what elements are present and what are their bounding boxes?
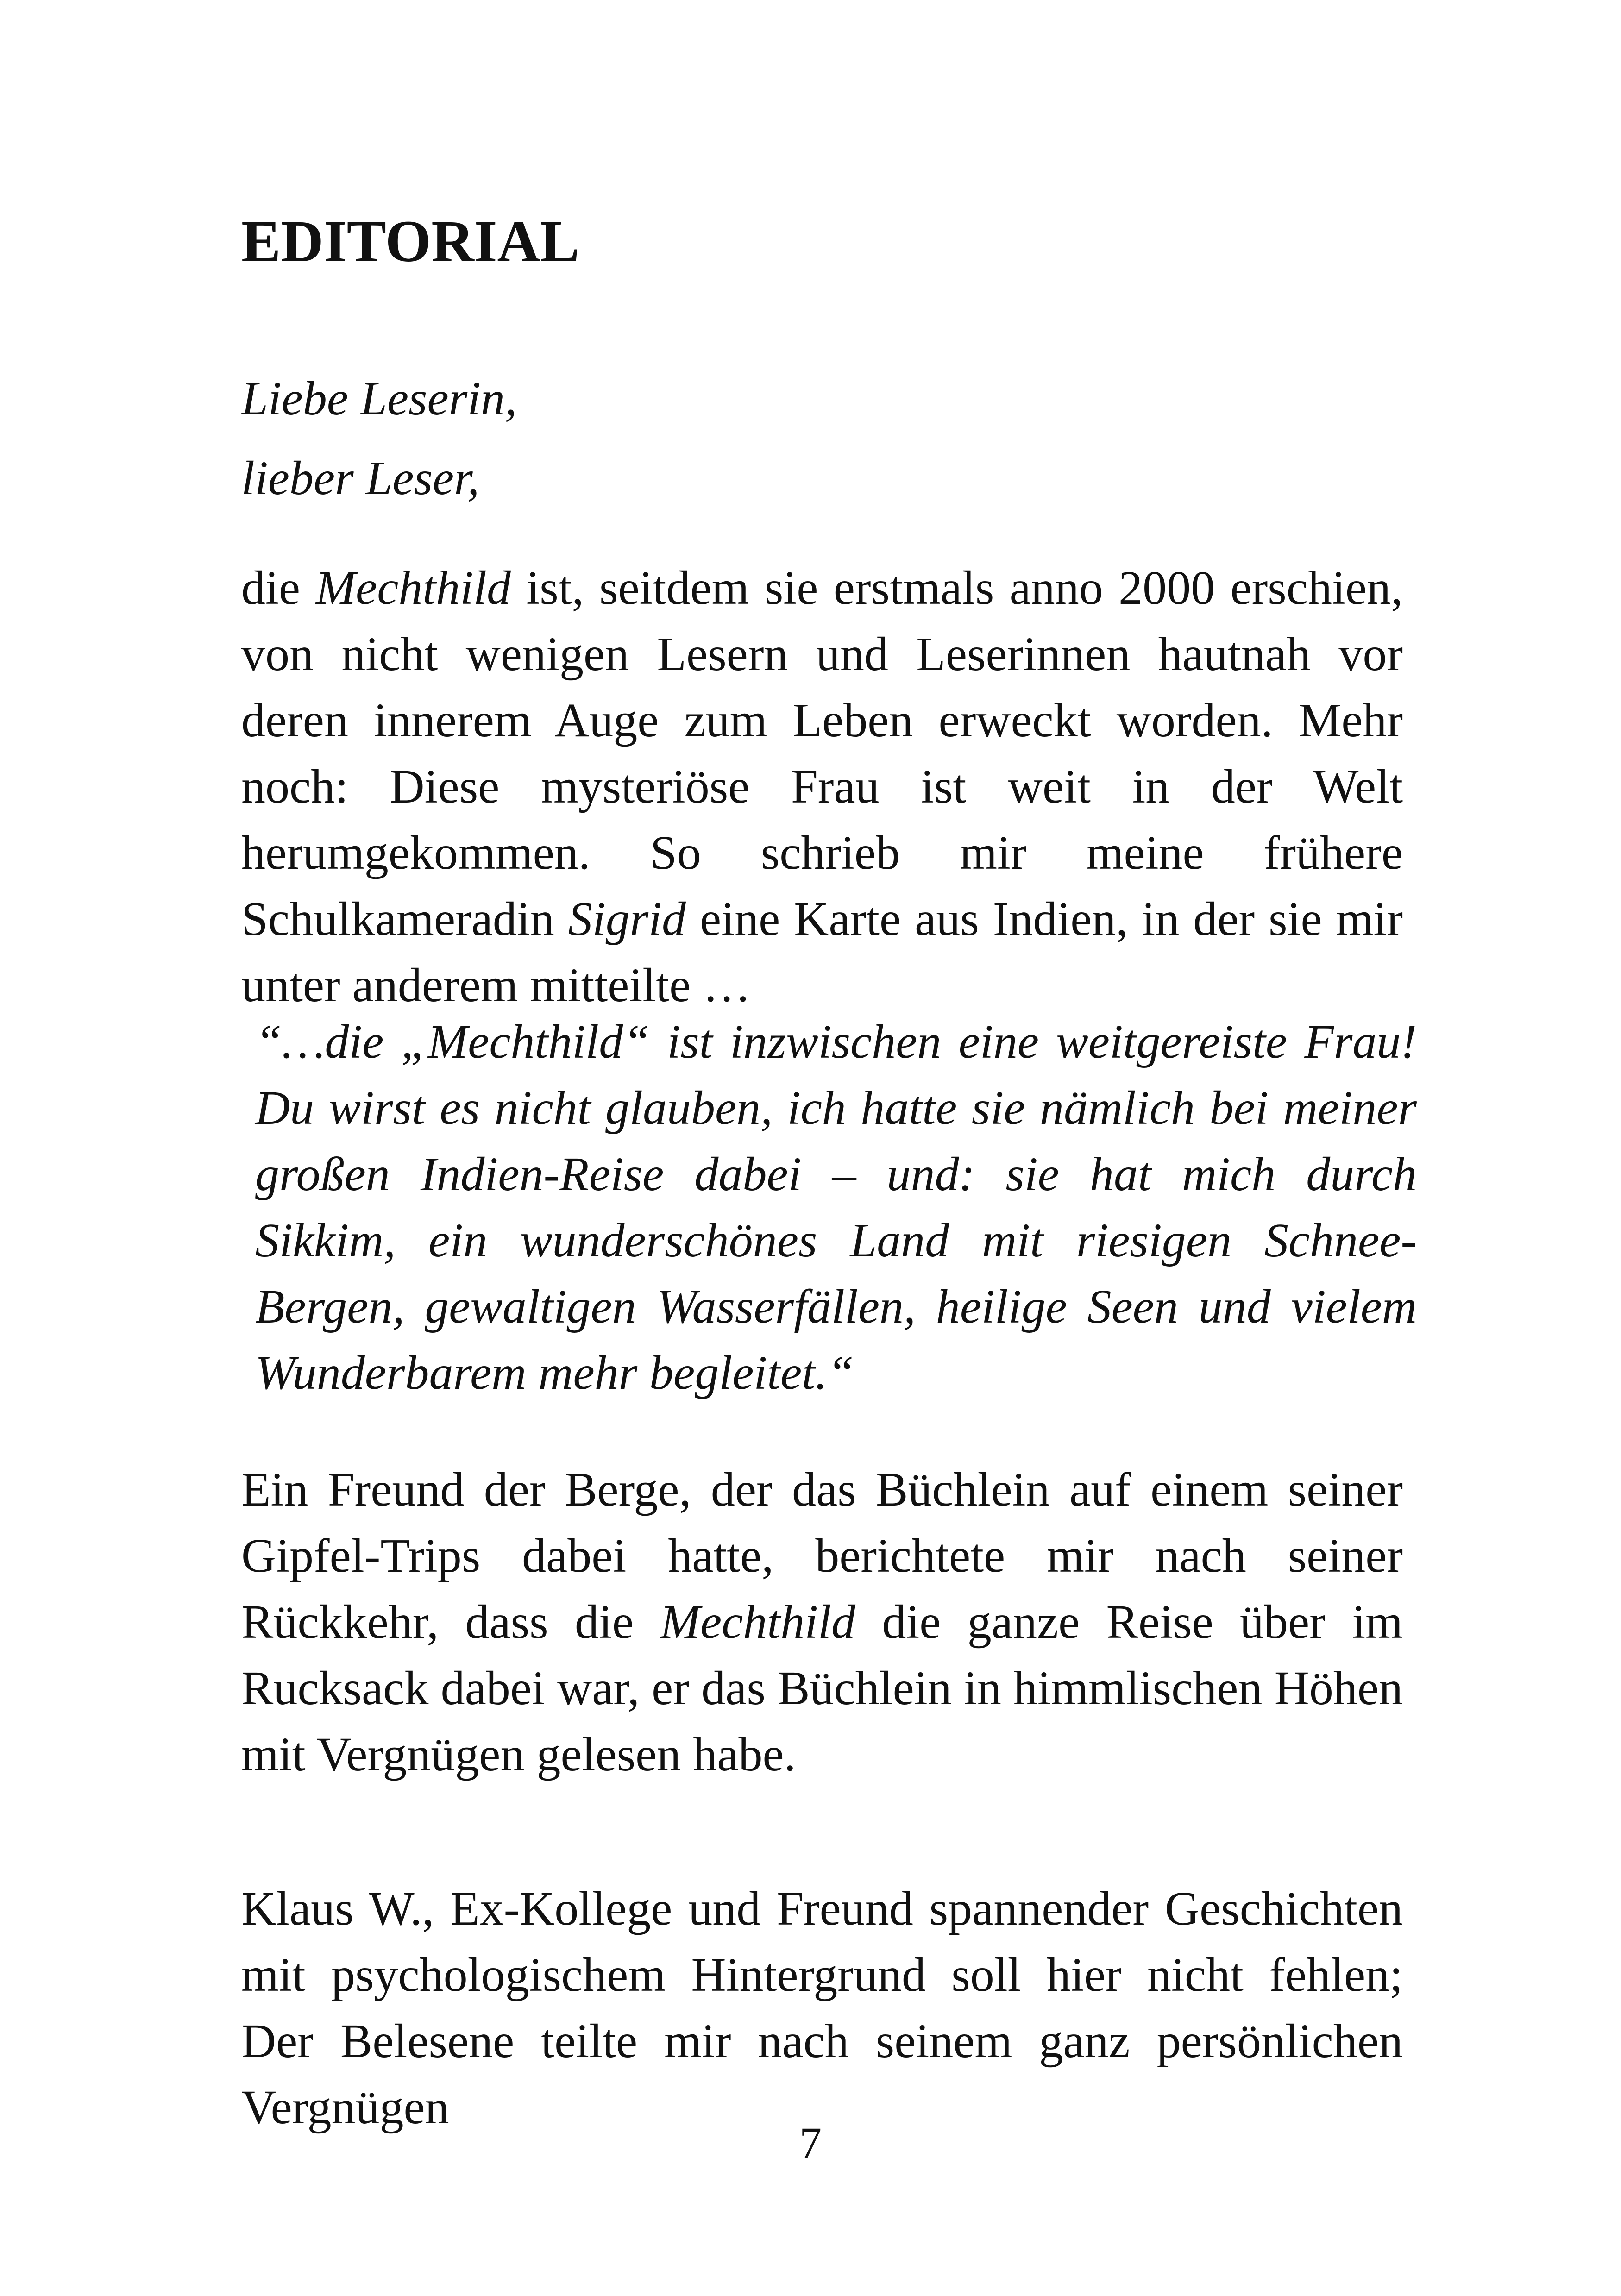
greeting-line-1: Liebe Leserin, [241,372,517,425]
paragraph-mountain-friend [241,1456,1403,1788]
page-title: EDITORIAL [241,208,580,274]
intro-book-name: Mechthild [315,561,511,615]
quote-paragraph: “…die „Mechthild“ ist inzwischen eine weitgereiste Frau! Du wirst es nicht glauben, ich hatte sie nämlich bei meiner großen Indien-Reise dabei – und: sie hat mich durch Sikkim, ein wunderschönes Land mit riesigen Schnee-Bergen, gewaltigen Wasserfällen, heilige Seen und vielem Wunderbarem mehr begleitet.“ [255,1015,1417,1399]
intro-friend-name: Sigrid [568,892,686,946]
paragraph-klaus: Klaus W., Ex-Kollege und Freund spannender Geschichten mit psychologischem Hintergrund soll hier nicht fehlen; Der Belesene teilte mir nach seinem ganz persönlichen Vergnügen [241,1882,1403,2134]
greeting-line-2: lieber Leser, [241,452,480,505]
mountain-book-name: Mechthild [660,1595,856,1649]
mountain-text-1: Ein Freund der Berge, der das Büchlein auf einem seiner Gipfel-Trips dabei hatte, berichtete mir nach seiner Rückkehr, dass die [241,1463,1403,1649]
paragraph-intro [241,555,1403,1018]
page-number: 7 [799,2118,822,2168]
greeting [241,359,1399,518]
intro-text-2: ist, seitdem sie erstmals anno 2000 erschien, von nicht wenigen Lesern und Leserinnen hautnah vor deren innerem Auge zum Leben erweckt worden. Mehr noch: Diese mysteriöse Frau ist weit in der Welt herumgekommen. So schrieb mir meine frühere Schulkameradin [241,561,1403,946]
intro-text-1: die [241,561,316,615]
mountain-text-2: die ganze Reise über im Rucksack dabei war, er das Büchlein in himmlischen Höhen mit Vergnügen gelesen habe. [241,1595,1403,1781]
intro-text-3: eine Karte aus Indien, in der sie mir unter anderem mitteilte … [241,892,1403,1012]
